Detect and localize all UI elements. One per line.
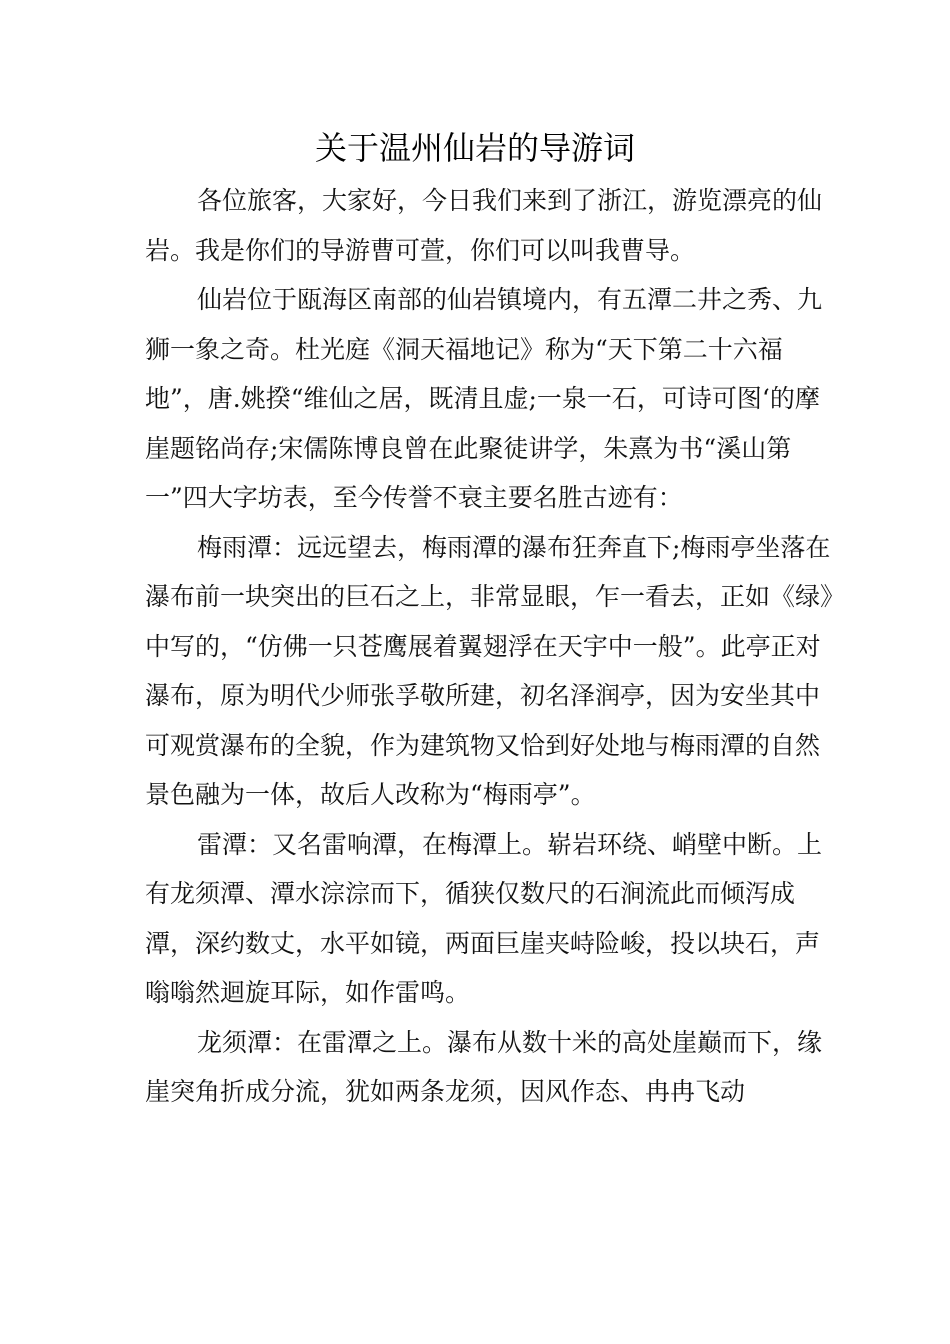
paragraph-meiyu-tan: 梅雨潭：远远望去，梅雨潭的瀑布狂奔直下;梅雨亭坐落在瀑布前一块突出的巨石之上，非常显眼，乍一看去，正如《绿》中写的，“仿佛一只苍鹰展着翼翅浮在天宇中一般”。此亭正对瀑布，原为明代少师张孚敬所建，初名泽润亭，因为安坐其中可观赏瀑布的全貌，作为建筑物又恰到好处地与梅雨潭的自然景色融为一体，故后人改称为“梅雨亭”。 [145, 532, 833, 809]
document-body [145, 176, 835, 1117]
paragraph-greeting: 各位旅客，大家好，今日我们来到了浙江，游览漂亮的仙岩。我是你们的导游曹可萱，你们可以叫我曹导。 [145, 186, 823, 265]
paragraph-lei-tan: 雷潭：又名雷响潭，在梅潭上。崭岩环绕、峭壁中断。上有龙须潭、潭水淙淙而下，循狭仅数尺的石涧流此而倾泻成潭，深约数丈，水平如镜，两面巨崖夹峙险峻，投以块石，声嗡嗡然迴旋耳际，如作雷鸣。 [145, 829, 823, 1007]
paragraph-longxu-tan: 龙须潭：在雷潭之上。瀑布从数十米的高处崖巅而下，缘崖突角折成分流，犹如两条龙须，因风作态、冉冉飞动 [145, 1027, 823, 1106]
document-title: 关于温州仙岩的导游词 [314, 129, 635, 167]
paragraph-xianyan-intro: 仙岩位于瓯海区南部的仙岩镇境内，有五潭二井之秀、九狮一象之奇。杜光庭《洞天福地记》称为“天下第二十六福地”，唐.姚揆“维仙之居，既清且虚;一泉一石，可诗可图‘的摩崖题铭尚存;宋儒陈博良曾在此聚徒讲学，朱熹为书“溪山第一”四大字坊表，至今传誉不衰主要名胜古迹有： [145, 285, 823, 512]
